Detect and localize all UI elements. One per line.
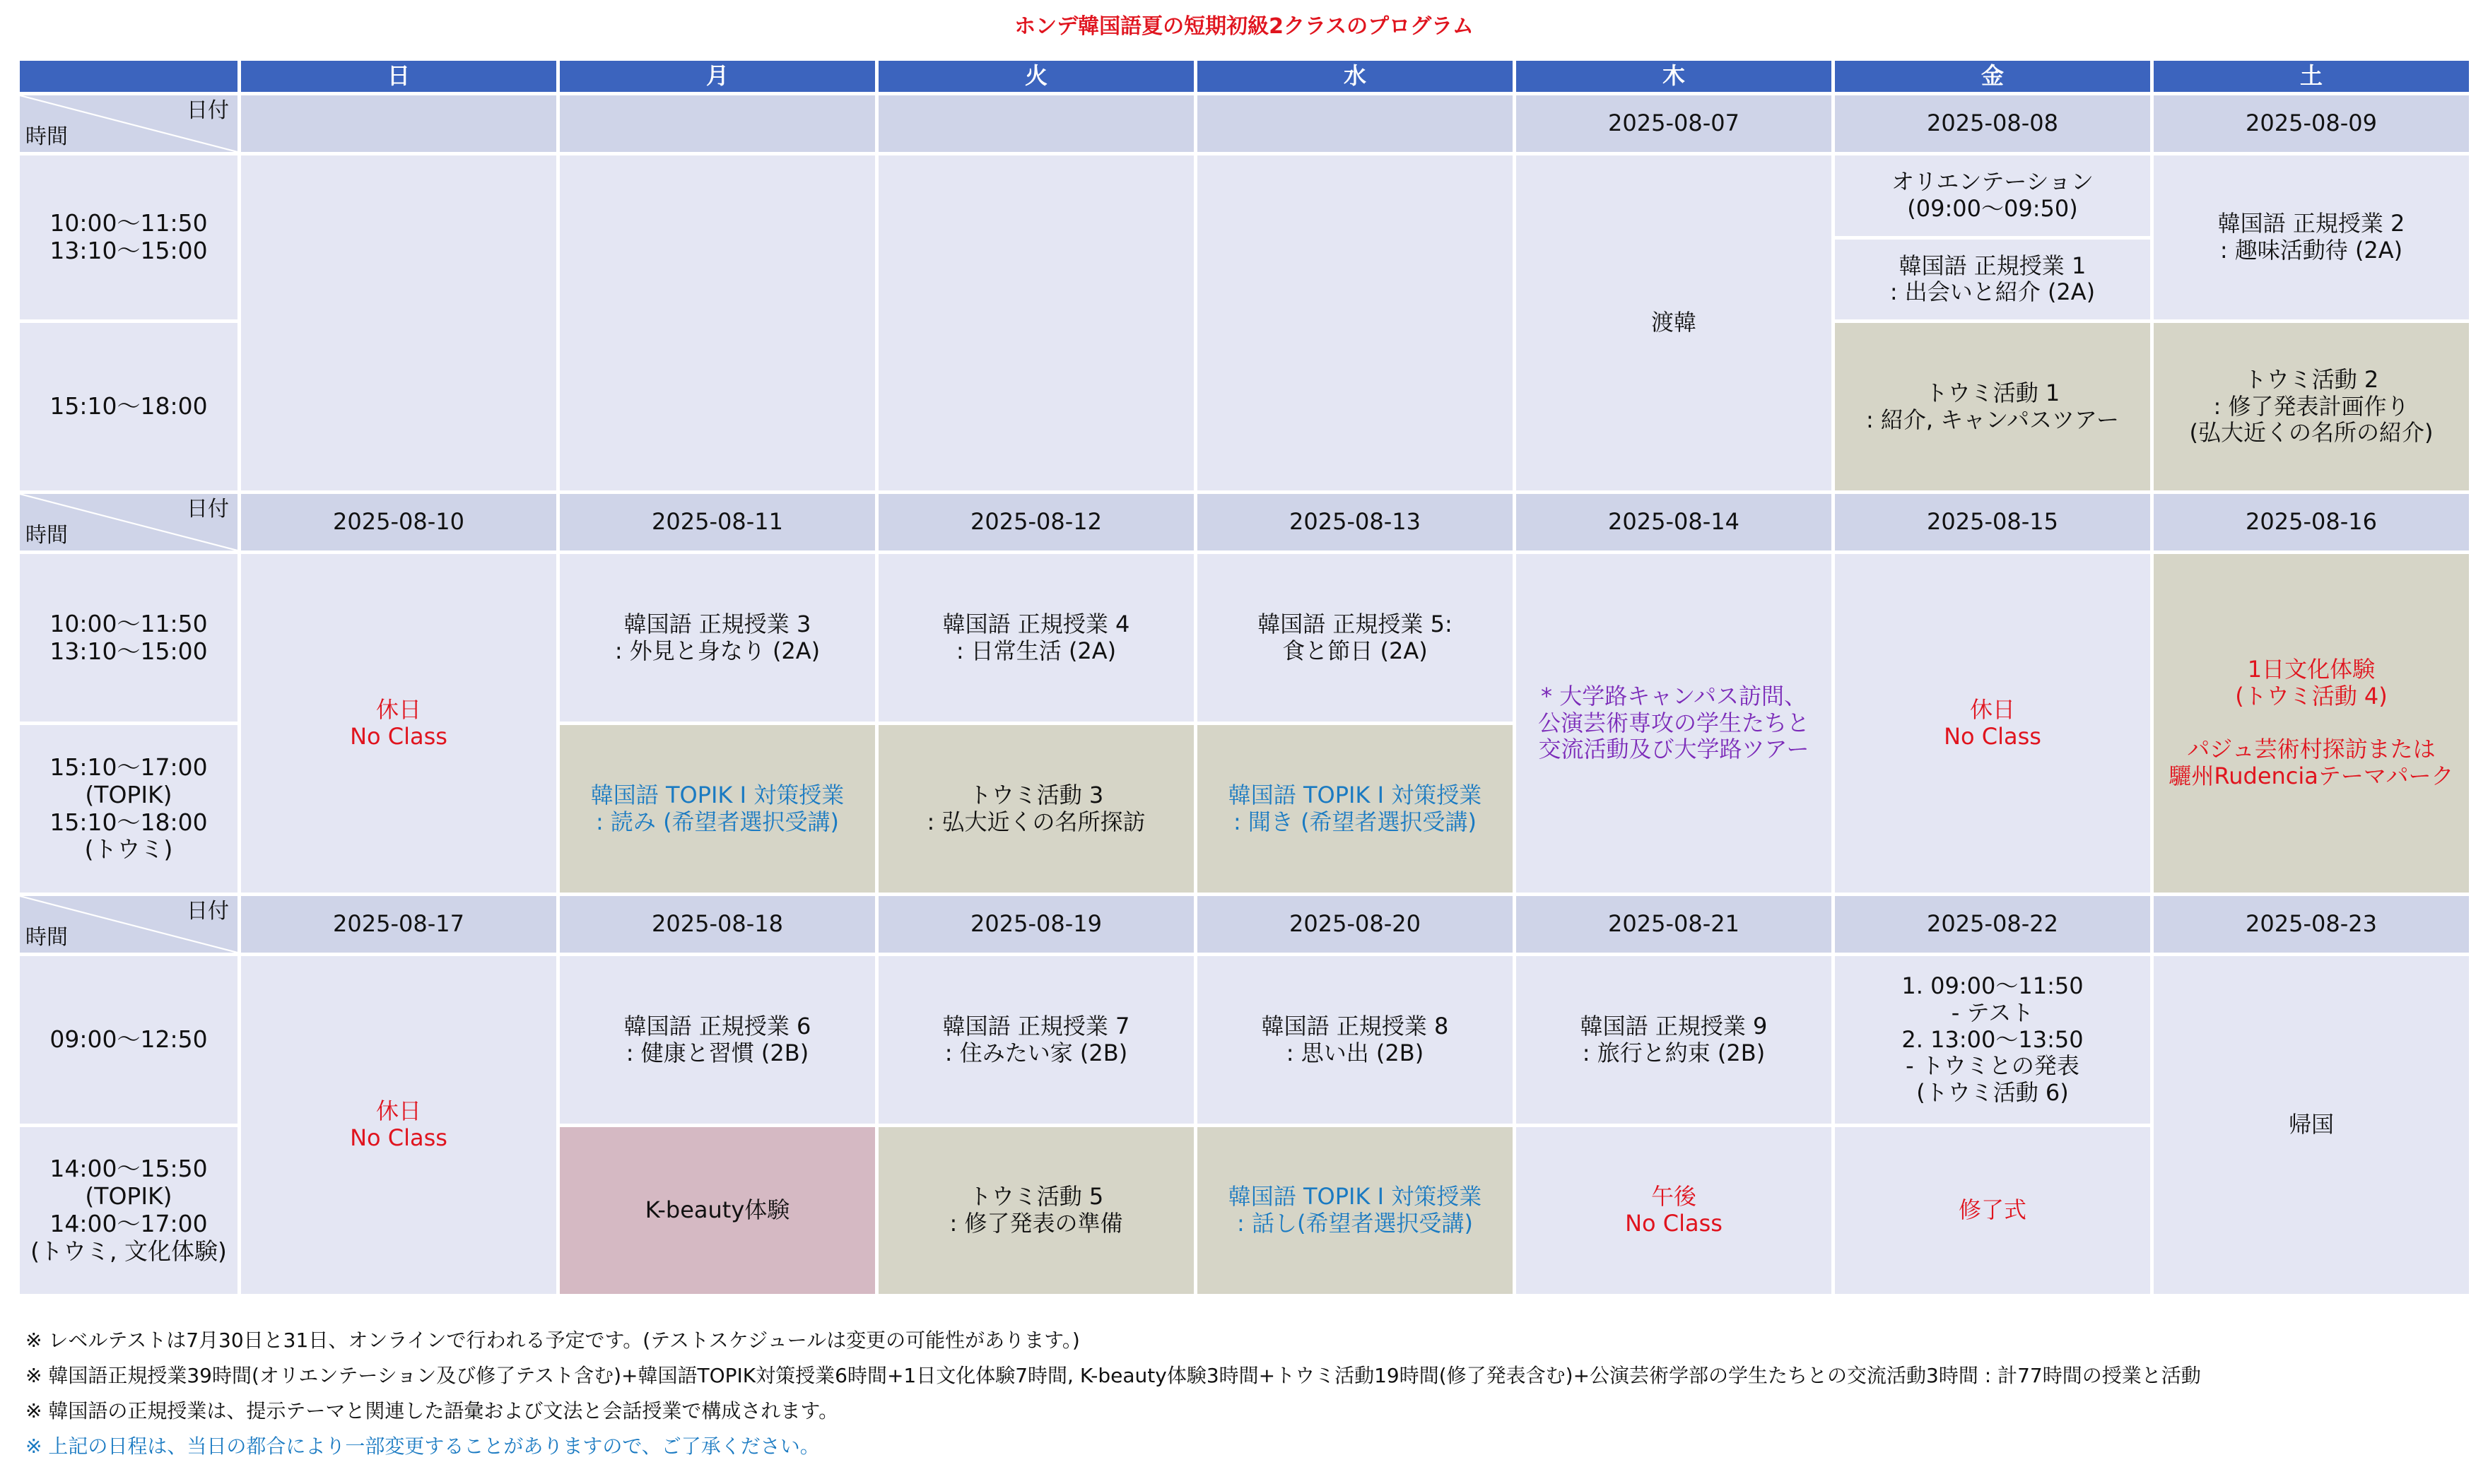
time-slot-morning: 10:00〜11:50 13:10〜15:00 [20,554,237,722]
event-class-8: 韓国語 正規授業 8 : 思い出 (2B) [1197,956,1513,1124]
date-cell [879,95,1194,152]
date-cell [241,95,556,152]
schedule-table [20,61,2470,1297]
date-cell: 2025-08-11 [560,494,875,550]
date-cell: 2025-08-18 [560,896,875,953]
weekday-header: 土 [2154,61,2469,92]
empty-cell [560,155,875,490]
date-cell: 2025-08-21 [1516,896,1831,953]
date-cell: 2025-08-08 [1835,95,2150,152]
event-topik-listening: 韓国語 TOPIK I 対策授業 : 聞き (希望者選択受講) [1197,725,1513,893]
weekday-header: 月 [560,61,875,92]
date-cell: 2025-08-07 [1516,95,1831,152]
event-class-7: 韓国語 正規授業 7 : 住みたい家 (2B) [879,956,1194,1124]
holiday-cell: 休日 No Class [1835,554,2150,893]
weekday-header: 火 [879,61,1194,92]
date-cell: 2025-08-13 [1197,494,1513,550]
empty-cell [241,155,556,490]
event-return-home: 帰国 [2154,956,2469,1294]
event-class-2: 韓国語 正規授業 2 : 趣味活動待 (2A) [2154,155,2469,319]
date-time-corner [20,896,237,953]
note-item: ※ レベルテストは7月30日と31日、オンラインで行われる予定です。(テストスケジュールは変更の可能性があります。) [25,1329,1080,1352]
event-daehangno-visit: * 大学路キャンパス訪問、 公演芸術専攻の学生たちと 交流活動及び大学路ツアー [1516,554,1831,893]
holiday-cell: 休日 No Class [241,956,556,1294]
time-label: 時間 [25,522,68,548]
event-class-1: 韓国語 正規授業 1 : 出会いと紹介 (2A) [1835,240,2150,320]
date-cell: 2025-08-09 [2154,95,2469,152]
event-class-9: 韓国語 正規授業 9 : 旅行と約束 (2B) [1516,956,1831,1124]
date-cell: 2025-08-23 [2154,896,2469,953]
note-item: ※ 韓国語正規授業39時間(オリエンテーション及び修了テスト含む)+韓国語TOPIK対策授業6時間+1日文化体験7時間, K-beauty体験3時間+トウミ活動19時間(修了発表含む)+公演芸術学部の学生たちとの交流活動3時間 : 計77時間の授業と活動 [25,1364,2201,1387]
notes-section [25,1323,2457,1464]
friday-morning-split [1835,155,2150,319]
time-label: 時間 [25,924,68,950]
date-time-corner [20,95,237,152]
date-cell: 2025-08-22 [1835,896,2150,953]
event-tutor-activity-3: トウミ活動 3 : 弘大近くの名所探訪 [879,725,1194,893]
afternoon-no-class: 午後 No Class [1516,1127,1831,1294]
date-label: 日付 [187,98,229,123]
event-tutor-activity-5: トウミ活動 5 : 修了発表の準備 [879,1127,1194,1294]
time-slot-afternoon: 14:00〜15:50 (TOPIK) 14:00〜17:00 (トウミ, 文化体験) [20,1127,237,1294]
date-cell: 2025-08-20 [1197,896,1513,953]
date-label: 日付 [187,899,229,924]
holiday-cell: 休日 No Class [241,554,556,893]
time-slot-morning: 10:00〜11:50 13:10〜15:00 [20,155,237,319]
note-item: ※ 上記の日程は、当日の都合により一部変更することがありますので、ご了承ください。 [25,1435,820,1458]
event-graduation: 修了式 [1835,1127,2150,1294]
event-culture-day: 1日文化体験 (トウミ活動 4) パジュ芸術村探訪または 驪州Rudenciaテーマパーク [2154,554,2469,893]
date-label: 日付 [187,497,229,522]
time-label: 時間 [25,124,68,149]
time-slot-morning: 09:00〜12:50 [20,956,237,1124]
event-orientation: オリエンテーション (09:00〜09:50) [1835,155,2150,236]
event-topik-reading: 韓国語 TOPIK I 対策授業 : 読み (希望者選択受講) [560,725,875,893]
event-tutor-activity-1: トウミ活動 1 : 紹介, キャンパスツアー [1835,323,2150,490]
empty-cell [1197,155,1513,490]
date-cell [560,95,875,152]
event-topik-speaking: 韓国語 TOPIK I 対策授業 : 話し(希望者選択受講) [1197,1127,1513,1294]
date-cell: 2025-08-10 [241,494,556,550]
empty-cell [879,155,1194,490]
event-class-3: 韓国語 正規授業 3 : 外見と身なり (2A) [560,554,875,722]
event-final-test: 1. 09:00〜11:50 - テスト 2. 13:00〜13:50 - トウミとの発表 (トウミ活動 6) [1835,956,2150,1124]
page-title: ホンデ韓国語夏の短期初級2クラスのプログラム [1014,14,1474,39]
weekday-header: 日 [241,61,556,92]
date-cell: 2025-08-15 [1835,494,2150,550]
date-time-corner [20,494,237,550]
event-tutor-activity-2: トウミ活動 2 : 修了発表計画作り (弘大近くの名所の紹介) [2154,323,2469,490]
date-cell: 2025-08-14 [1516,494,1831,550]
date-cell: 2025-08-16 [2154,494,2469,550]
weekday-header: 金 [1835,61,2150,92]
date-cell: 2025-08-19 [879,896,1194,953]
time-slot-afternoon: 15:10〜17:00 (TOPIK) 15:10〜18:00 (トウミ) [20,725,237,893]
header-corner [20,61,237,92]
event-kbeauty: K-beauty体験 [560,1127,875,1294]
date-cell: 2025-08-17 [241,896,556,953]
time-slot-afternoon: 15:10〜18:00 [20,323,237,490]
event-arrival: 渡韓 [1516,155,1831,490]
date-cell: 2025-08-12 [879,494,1194,550]
event-class-4: 韓国語 正規授業 4 : 日常生活 (2A) [879,554,1194,722]
weekday-header: 木 [1516,61,1831,92]
event-class-5: 韓国語 正規授業 5: 食と節日 (2A) [1197,554,1513,722]
weekday-header: 水 [1197,61,1513,92]
note-item: ※ 韓国語の正規授業は、提示テーマと関連した語彙および文法と会話授業で構成されます。 [25,1399,839,1423]
date-cell [1197,95,1513,152]
event-class-6: 韓国語 正規授業 6 : 健康と習慣 (2B) [560,956,875,1124]
